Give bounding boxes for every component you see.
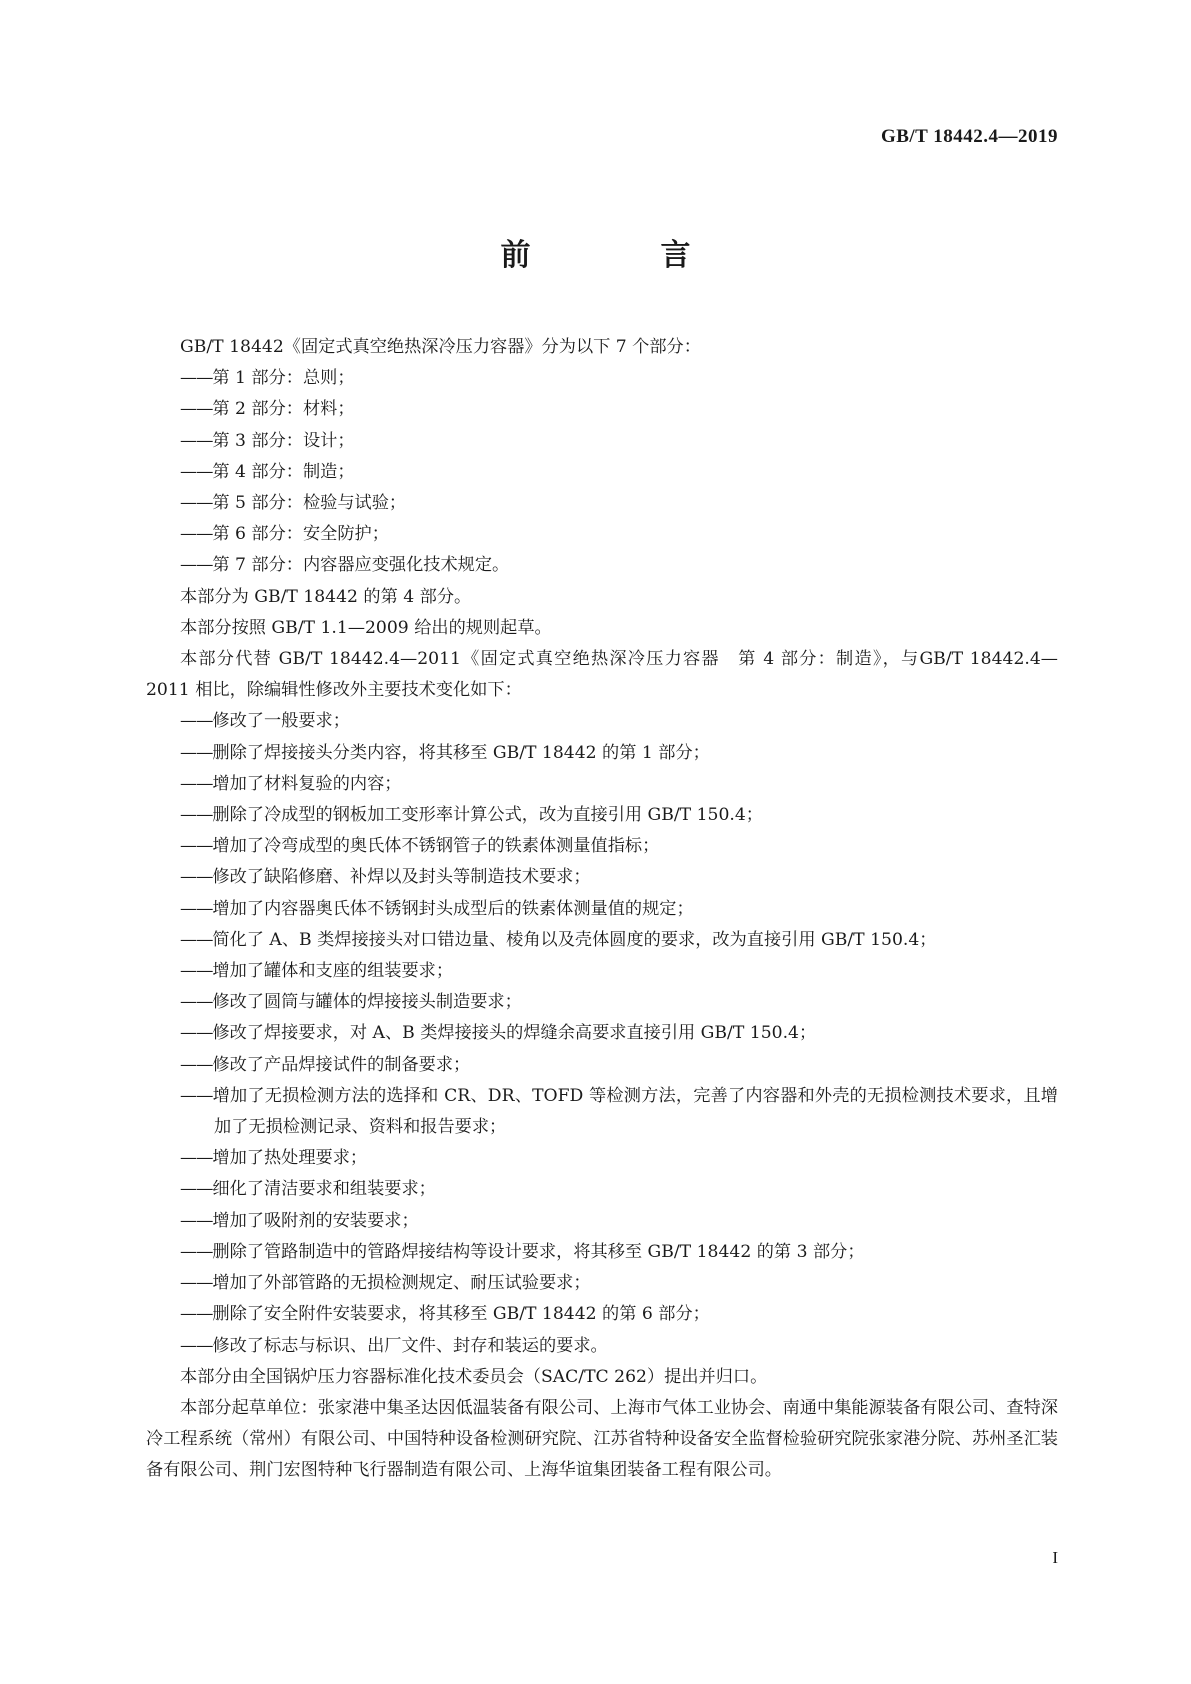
list-dash: —— [180,1273,213,1294]
part-item [146,426,1058,457]
change-item-text: 修改了产品焊接试件的制备要求； [212,1054,471,1075]
list-dash: —— [180,961,213,982]
changes-list [146,706,1058,1361]
change-item [146,1018,1058,1049]
list-dash: —— [180,493,213,514]
proposer-paragraph: 本部分由全国锅炉压力容器标准化技术委员会（SAC/TC 262）提出并归口。 [180,1366,768,1387]
part-item [146,394,1058,425]
change-item-text: 修改了缺陷修磨、补焊以及封头等制造技术要求； [212,867,591,888]
change-item [146,894,1058,925]
change-item-text: 增加了罐体和支座的组装要求； [212,961,454,982]
list-dash: —— [180,430,213,451]
list-dash: —— [180,524,213,545]
list-dash: —— [180,805,213,826]
list-dash: —— [180,1148,213,1169]
change-item [146,800,1058,831]
change-item-text: 增加了无损检测方法的选择和 CR、DR、TOFD 等检测方法，完善了内容器和外壳的无损检测技术要求，且增加了无损检测记录、资料和报告要求； [212,1085,1058,1138]
change-item-text: 修改了焊接要求，对 A、B 类焊接接头的焊缝余高要求直接引用 GB/T 150.4； [212,1023,817,1044]
change-item [146,1050,1058,1081]
change-item [146,738,1058,769]
change-item-text: 增加了冷弯成型的奥氏体不锈钢管子的铁素体测量值指标； [212,836,660,857]
list-dash: —— [180,555,213,576]
replacement-paragraph: 本部分代替 GB/T 18442.4—2011《固定式真空绝热深冷压力容器 第 4 部分：制造》，与GB/T 18442.4—2011 相比，除编辑性修改外主要技术变化如下： [146,649,1058,701]
change-item [146,1237,1058,1268]
part-item-text: 第 2 部分：材料； [212,399,355,420]
intro-paragraph: GB/T 18442《固定式真空绝热深冷压力容器》分为以下 7 个部分： [180,337,701,357]
change-item [146,769,1058,800]
list-dash: —— [180,898,213,919]
change-item [146,706,1058,737]
change-item-text: 删除了安全附件安装要求，将其移至 GB/T 18442 的第 6 部分； [212,1304,710,1325]
change-item-text: 增加了内容器奥氏体不锈钢封头成型后的铁素体测量值的规定； [212,898,694,919]
change-item [146,1143,1058,1174]
list-dash: —— [180,1241,213,1262]
part-statement-paragraph: 本部分为 GB/T 18442 的第 4 部分。 [180,586,472,607]
part-item-text: 第 6 部分：安全防护； [212,524,389,545]
part-item [146,363,1058,394]
list-dash: —— [180,836,213,857]
list-dash: —— [180,1054,213,1075]
part-item [146,457,1058,488]
drafting-rules-paragraph: 本部分按照 GB/T 1.1—2009 给出的规则起草。 [180,617,552,638]
list-dash: —— [180,773,213,794]
change-item-text: 删除了冷成型的钢板加工变形率计算公式，改为直接引用 GB/T 150.4； [212,805,763,826]
list-dash: —— [180,1210,213,1231]
change-item-text: 增加了外部管路的无损检测规定、耐压试验要求； [212,1273,591,1294]
document-code: GB/T 18442.4—2019 [880,126,1058,147]
part-item [146,519,1058,550]
part-item-text: 第 1 部分：总则； [212,368,355,389]
list-dash: —— [180,1304,213,1325]
part-item [146,488,1058,519]
part-item-text: 第 5 部分：检验与试验； [212,493,407,514]
part-item-text: 第 3 部分：设计； [212,430,355,451]
change-item [146,987,1058,1018]
change-item-text: 增加了吸附剂的安装要求； [212,1210,419,1231]
drafting-units-paragraph: 本部分起草单位：张家港中集圣达因低温装备有限公司、上海市气体工业协会、南通中集能源装备有限公司、查特深冷工程系统（常州）有限公司、中国特种设备检测研究院、江苏省特种设备安全监督检验研究院张家港分院、苏州圣汇装备有限公司、荆门宏图特种飞行器制造有限公司、上海华谊集团装备工程有限公司。 [146,1397,1058,1481]
list-dash: —— [180,368,213,389]
change-item-text: 增加了热处理要求； [212,1148,368,1169]
list-dash: —— [180,867,213,888]
page-number: I [1052,1548,1058,1567]
list-dash: —— [180,399,213,420]
part-item [146,550,1058,581]
list-dash: —— [180,992,213,1013]
list-dash: —— [180,1335,213,1356]
part-item-text: 第 4 部分：制造； [212,461,355,482]
change-item-text: 修改了一般要求； [212,711,350,732]
change-item [146,1081,1058,1143]
change-item [146,1268,1058,1299]
list-dash: —— [180,1179,213,1200]
foreword-body [146,332,1058,1487]
part-item-text: 第 7 部分：内容器应变强化技术规定。 [212,555,510,576]
page-title: 前 言 [500,238,741,273]
change-item [146,1174,1058,1205]
change-item [146,1206,1058,1237]
change-item-text: 细化了清洁要求和组装要求； [212,1179,436,1200]
change-item [146,831,1058,862]
change-item [146,956,1058,987]
list-dash: —— [180,929,213,950]
change-item-text: 修改了标志与标识、出厂文件、封存和装运的要求。 [212,1335,608,1356]
change-item [146,1331,1058,1362]
change-item-text: 删除了管路制造中的管路焊接结构等设计要求，将其移至 GB/T 18442 的第 3 部分； [212,1241,865,1262]
list-dash: —— [180,711,213,732]
list-dash: —— [180,1085,213,1106]
change-item [146,862,1058,893]
parts-list [146,363,1058,581]
change-item [146,925,1058,956]
change-item-text: 删除了焊接接头分类内容，将其移至 GB/T 18442 的第 1 部分； [212,742,710,763]
change-item-text: 增加了材料复验的内容； [212,773,402,794]
change-item-text: 修改了圆筒与罐体的焊接接头制造要求； [212,992,522,1013]
list-dash: —— [180,1023,213,1044]
list-dash: —— [180,742,213,763]
change-item-text: 简化了 A、B 类焊接接头对口错边量、棱角以及壳体圆度的要求，改为直接引用 GB/T 150.4； [212,929,937,950]
change-item [146,1299,1058,1330]
list-dash: —— [180,461,213,482]
